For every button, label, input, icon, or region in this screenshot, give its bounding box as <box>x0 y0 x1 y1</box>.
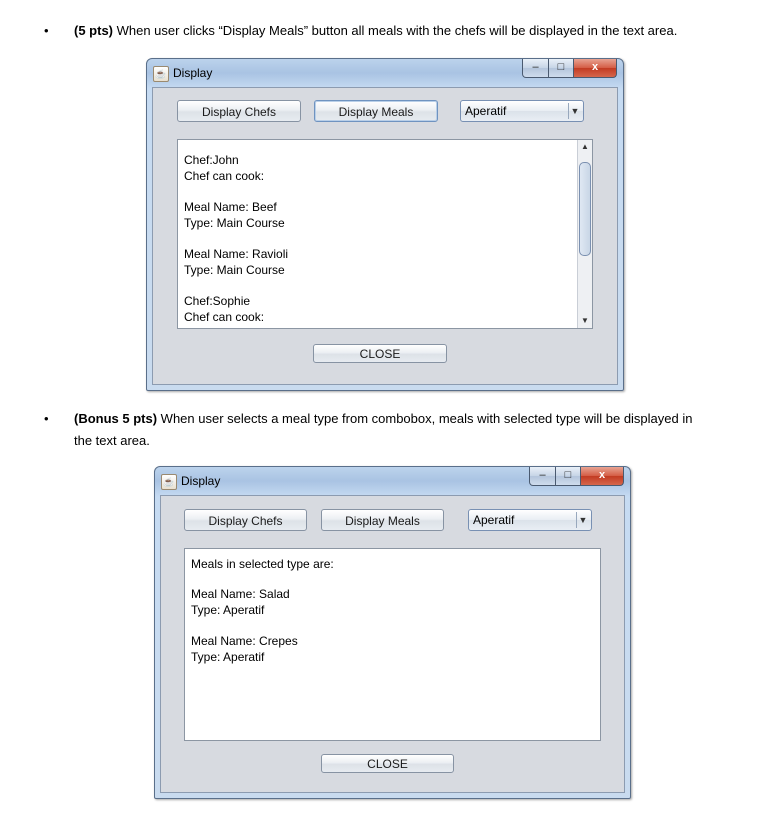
window-controls <box>529 467 624 486</box>
bullet-text <box>74 408 692 430</box>
display-meals-button[interactable]: Display Meals <box>321 509 444 531</box>
text-line: Type: Aperatif <box>191 650 265 664</box>
close-button[interactable]: CLOSE <box>321 754 454 773</box>
display-window-2 <box>154 466 631 799</box>
output-text-area[interactable] <box>177 139 593 329</box>
vertical-scrollbar[interactable] <box>577 140 592 328</box>
display-chefs-button[interactable]: Display Chefs <box>184 509 307 531</box>
points-label: (5 pts) <box>74 23 113 38</box>
scroll-thumb[interactable] <box>579 162 591 256</box>
text-line: Meal Name: Ravioli <box>184 247 289 261</box>
maximize-button[interactable]: □ <box>556 467 581 486</box>
combobox-selected-value: Aperatif <box>473 513 515 527</box>
instruction-text-continued: the text area. <box>74 433 150 448</box>
text-line: Meal Name: Salad <box>191 587 290 601</box>
close-window-button[interactable]: x <box>574 59 617 78</box>
java-app-icon: ☕ <box>153 66 169 82</box>
dropdown-arrow-icon[interactable]: ▼ <box>576 512 589 528</box>
java-app-icon: ☕ <box>161 474 177 490</box>
display-meals-button[interactable]: Display Meals <box>314 100 438 122</box>
maximize-button[interactable]: □ <box>549 59 574 78</box>
text-line: Meals in selected type are: <box>191 557 334 571</box>
scroll-down-arrow-icon[interactable]: ▼ <box>581 316 589 325</box>
window-title: Display <box>173 66 213 80</box>
text-line: Meal Name: Crepes <box>191 634 298 648</box>
dropdown-arrow-icon[interactable]: ▼ <box>568 103 581 119</box>
points-label: (Bonus 5 pts) <box>74 411 158 426</box>
text-line: Type: Main Course <box>184 263 285 277</box>
bullet-text <box>74 20 677 42</box>
output-text-area[interactable] <box>184 548 601 741</box>
text-line: Meal Name: Beef <box>184 200 277 214</box>
display-chefs-button[interactable]: Display Chefs <box>177 100 301 122</box>
combobox-selected-value: Aperatif <box>465 104 507 118</box>
title-bar[interactable] <box>155 467 630 495</box>
window-controls <box>522 59 617 78</box>
content-pane <box>160 495 625 793</box>
scroll-up-arrow-icon[interactable]: ▲ <box>581 142 589 151</box>
close-button[interactable]: CLOSE <box>313 344 447 363</box>
text-line: Type: Main Course <box>184 216 285 230</box>
bullet-marker: • <box>44 23 49 38</box>
text-line: Chef can cook: <box>184 169 265 183</box>
meal-type-combobox[interactable] <box>460 100 584 122</box>
instruction-text: When user clicks “Display Meals” button all meals with the chefs will be displayed in the text area. <box>113 23 678 38</box>
window-title: Display <box>181 474 221 488</box>
text-line: Chef can cook: <box>184 310 265 324</box>
bullet-marker: • <box>44 411 49 426</box>
title-bar[interactable] <box>147 59 623 87</box>
instruction-text: When user selects a meal type from combobox, meals with selected type will be displayed in <box>157 411 693 426</box>
display-window-1 <box>146 58 624 391</box>
content-pane <box>152 87 618 385</box>
text-line: Chef:John <box>184 153 239 167</box>
close-window-button[interactable]: x <box>581 467 624 486</box>
text-line: Chef:Sophie <box>184 294 251 308</box>
text-line: Type: Aperatif <box>191 603 265 617</box>
meal-type-combobox[interactable] <box>468 509 592 531</box>
minimize-button[interactable]: – <box>529 467 556 486</box>
minimize-button[interactable]: – <box>522 59 549 78</box>
